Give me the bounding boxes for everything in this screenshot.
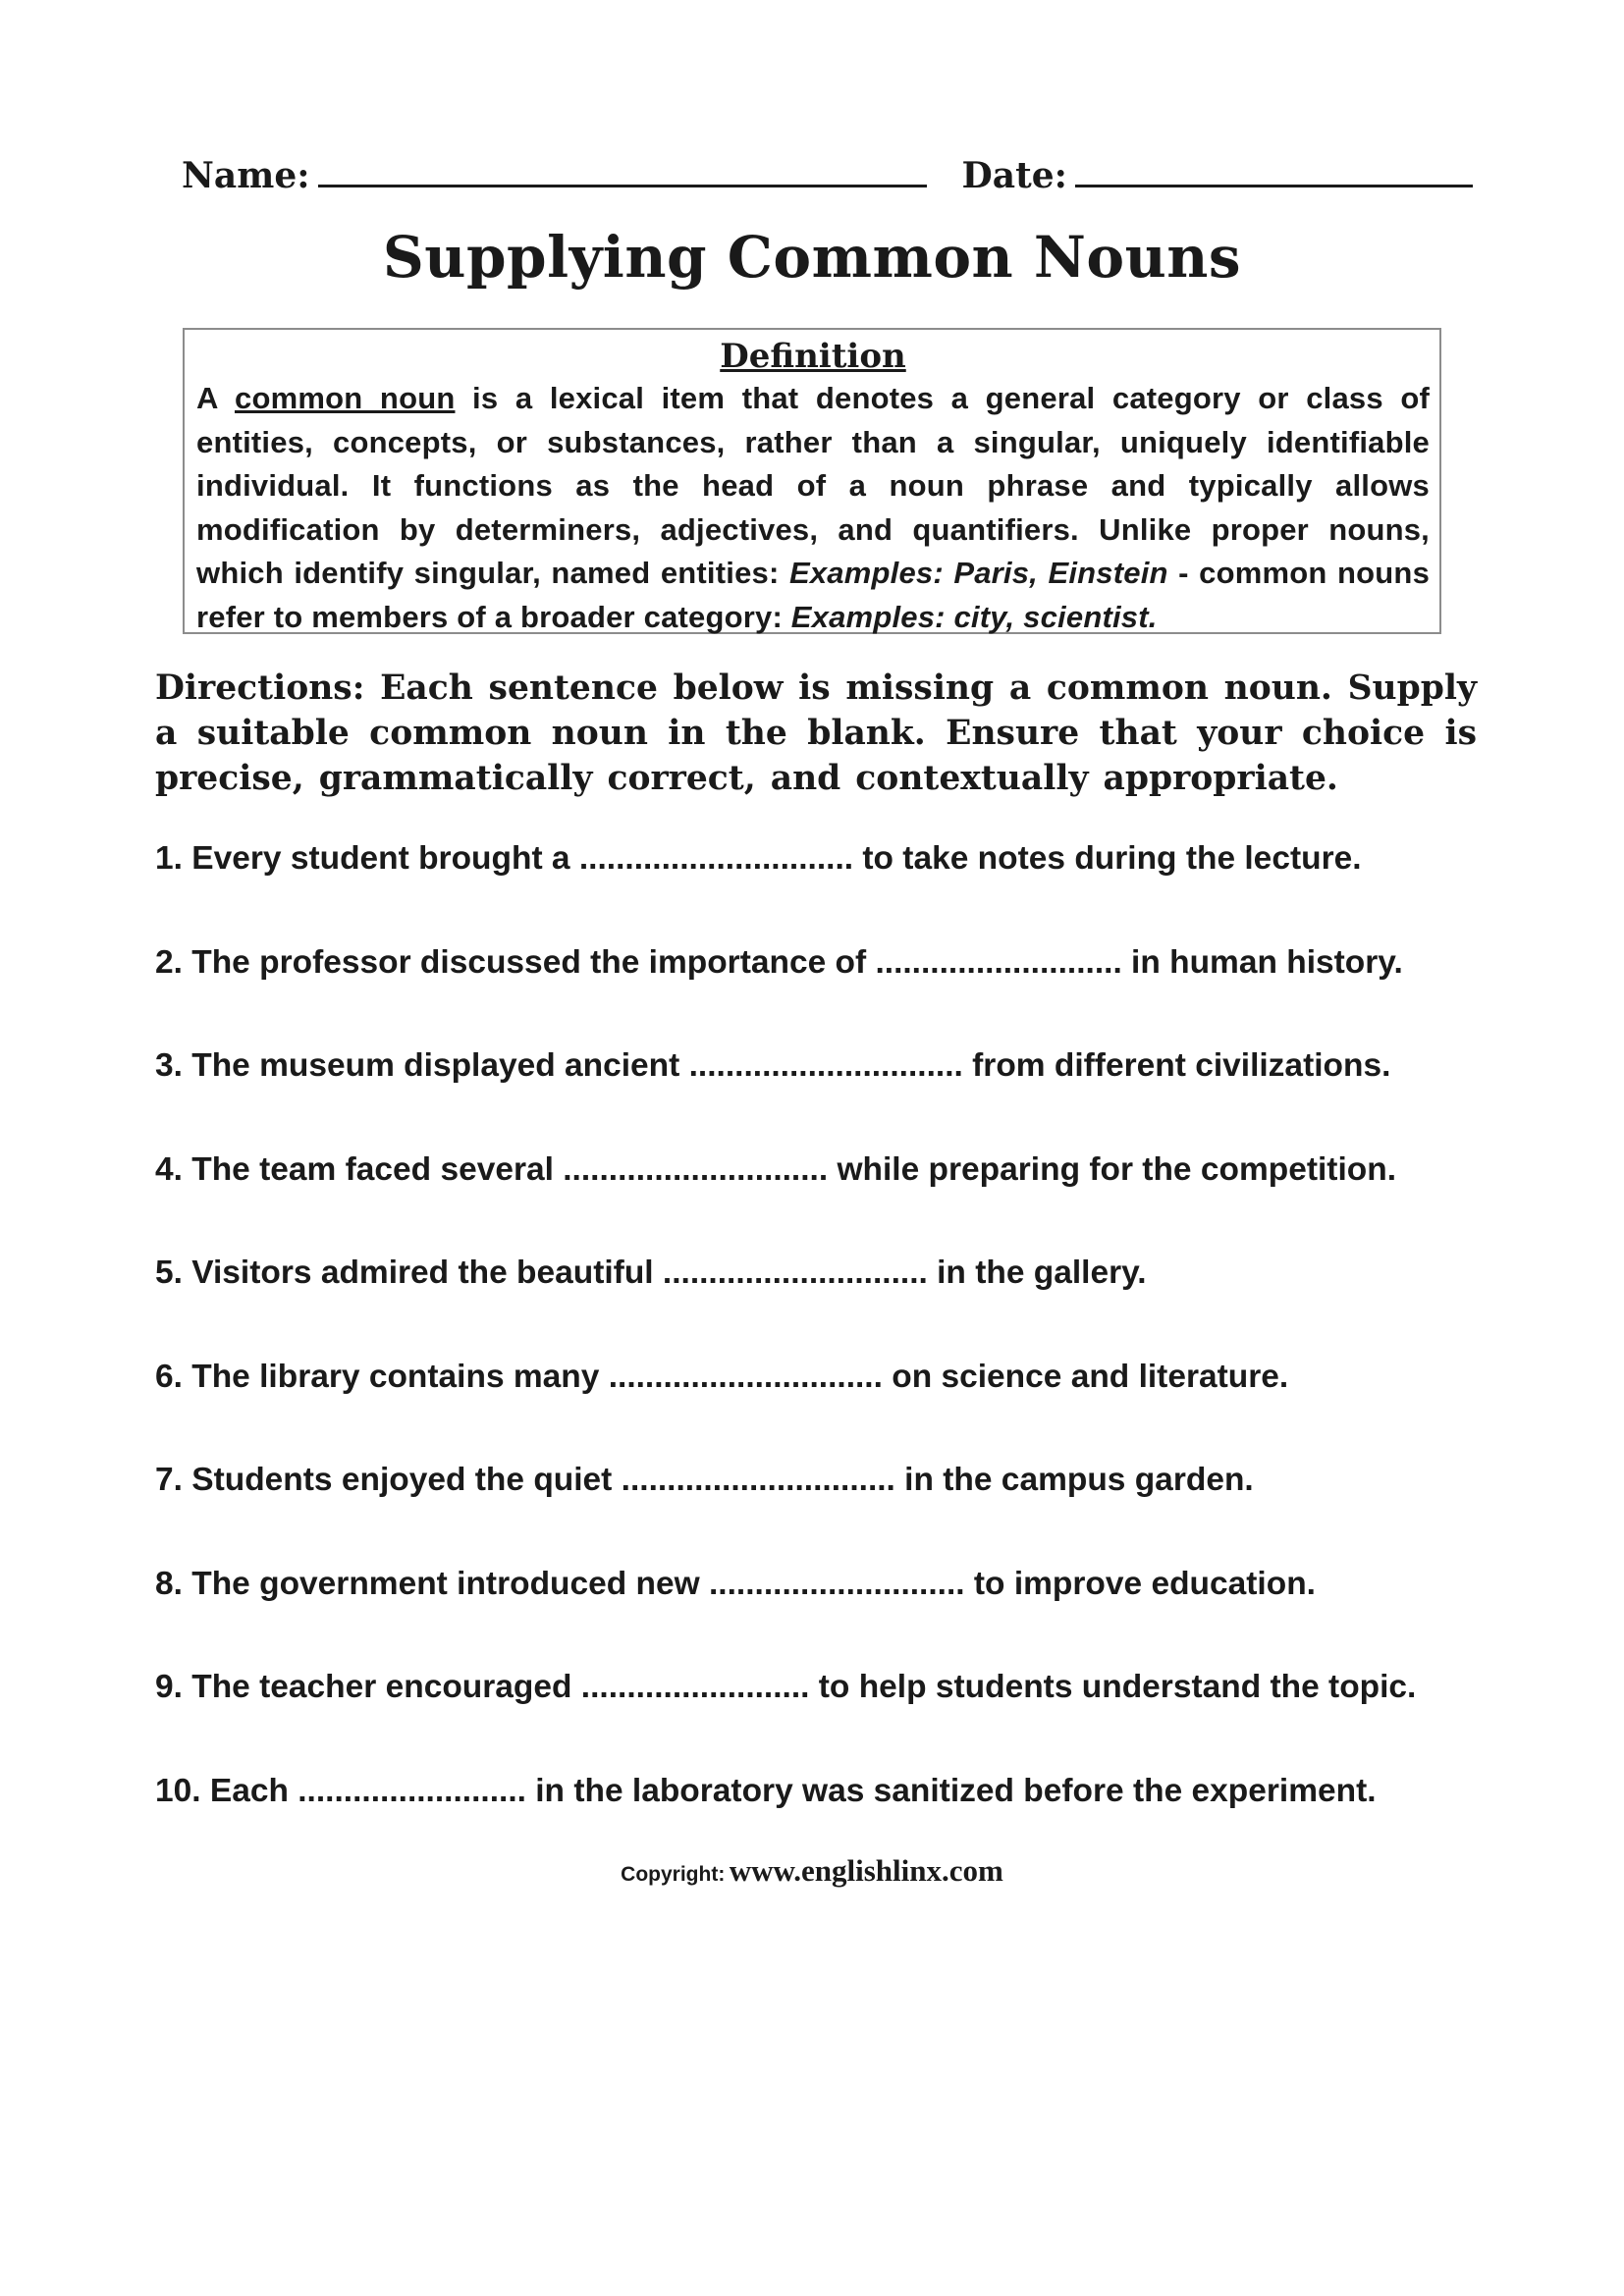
name-label: Name: [182, 155, 310, 196]
definition-heading: Definition [720, 337, 906, 376]
question-item: 2. The professor discussed the importance of ........................... in human history. [155, 943, 1403, 981]
question-item: 5. Visitors admired the beautiful ............................. in the gallery. [155, 1255, 1147, 1291]
directions-text: Directions: Each sentence below is missing a common noun. Supply a suitable common noun in the blank. Ensure that your choice is precise, grammatically correct, and contextually appropriate. [155, 668, 1477, 798]
question-item: 6. The library contains many .............................. on science and literature. [155, 1358, 1289, 1395]
question-item: 10. Each ......................... in the laboratory was sanitized before the experiment. [155, 1772, 1377, 1809]
date-blank-line [1075, 155, 1473, 187]
website-url: www.englishlinx.com [729, 1853, 1003, 1888]
definition-box [183, 328, 1441, 634]
copyright-footer [0, 1853, 1624, 1889]
definition-text-middle: - common nouns refer to members of a broader category: [196, 556, 1431, 634]
definition-term: common noun [235, 381, 456, 415]
question-item: 1. Every student brought a .............................. to take notes during the lecture. [155, 840, 1362, 877]
definition-text [196, 377, 1430, 639]
worksheet-header [182, 155, 1438, 196]
name-blank-line [318, 155, 927, 187]
worksheet-title: Supplying Common Nouns [382, 224, 1242, 291]
question-item: 8. The government introduced new ............................ to improve education. [155, 1565, 1316, 1602]
common-noun-examples: Examples: city, scientist. [790, 599, 1158, 634]
date-label: Date: [961, 155, 1067, 196]
question-item: 4. The team faced several ............................. while preparing for the competition. [155, 1150, 1397, 1188]
question-item: 3. The museum displayed ancient .............................. from different civilizations. [155, 1047, 1391, 1084]
copyright-label: Copyright: [621, 1863, 726, 1886]
definition-text-main: is a lexical item that denotes a general category or class of entities, concepts, or substances, rather than a singular, uniquely identifiable individual. It functions as the head of a noun phrase and typically allows modification by determiners, adjectives, and quantifiers. Unlike proper nouns, which identify singular, named entities: [196, 381, 1431, 590]
question-item: 9. The teacher encouraged ......................... to help students understand the topic. [155, 1669, 1417, 1705]
question-item: 7. Students enjoyed the quiet .............................. in the campus garden. [155, 1462, 1254, 1498]
proper-noun-examples: Examples: Paris, Einstein [788, 556, 1168, 590]
definition-text-before: A [196, 381, 235, 415]
question-list [155, 836, 1530, 1872]
